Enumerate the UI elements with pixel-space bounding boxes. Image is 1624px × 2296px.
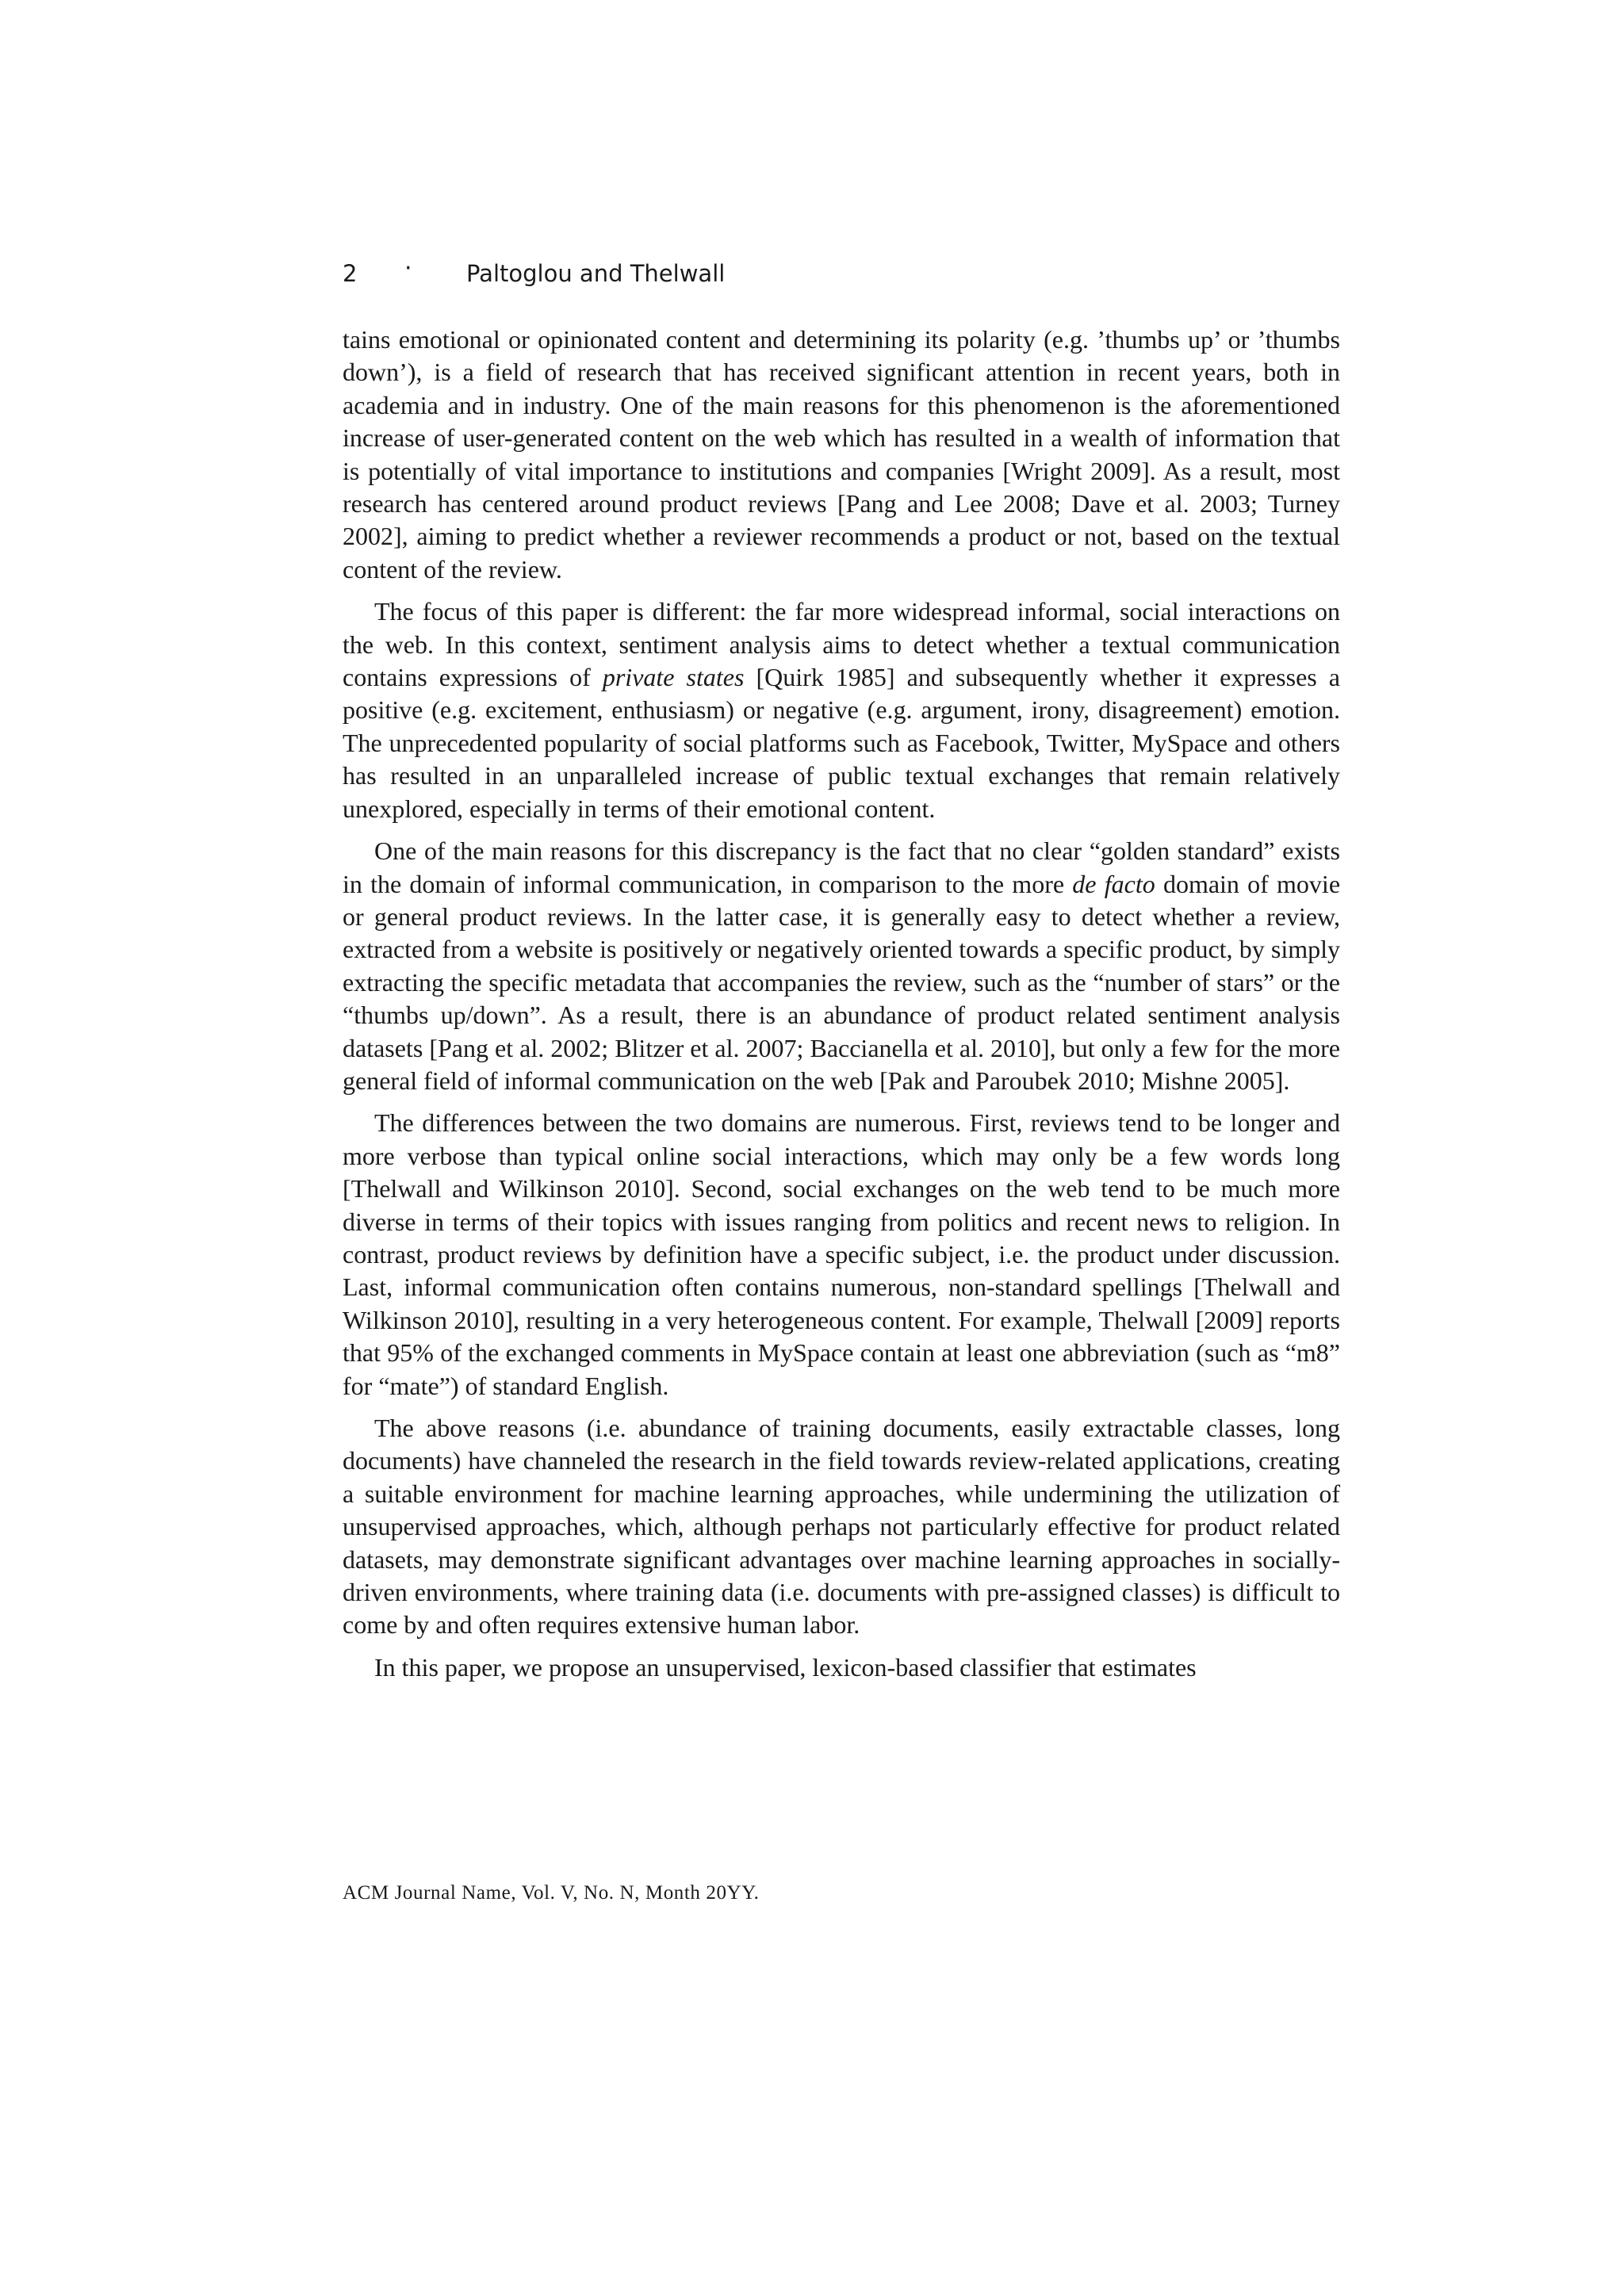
paragraph-3-text-a: One of the main reasons for this discrepancy is the fact that no clear “golden standard” exists in the domain of informal communication, in comparison to the more [343, 836, 1340, 898]
running-head-authors: Paltoglou and Thelwall [466, 260, 726, 287]
paragraph-5-text: The above reasons (i.e. abundance of training documents, easily extractable classes, long documents) have channeled the research in the field towards review-related applications, creating a suitable environment for machine learning approaches, while undermining the utilization of unsupervised approaches, which, although perhaps not particularly effective for product related datasets, may demonstrate significant advantages over machine learning approaches in socially-driven environments, where training data (i.e. documents with pre-assigned classes) is difficult to come by and often requires extensive human labor. [343, 1414, 1340, 1640]
journal-footer: ACM Journal Name, Vol. V, No. N, Month 20YY. [343, 1882, 760, 1904]
paragraph-2-text-b: [Quirk 1985] and subsequently whether it expresses a positive (e.g. excitement, enthusiasm) or negative (e.g. argument, irony, disagreement) emotion. The unprecedented popularity of social platforms such as Facebook, Twitter, MySpace and others has resulted in an unparalleled increase of public textual exchanges that remain relatively unexplored, especially in terms of their emotional content. [343, 663, 1341, 823]
page-number: 2 [343, 260, 358, 287]
paragraph-6 [343, 1651, 1340, 1684]
paragraph-1-text: tains emotional or opinionated content and determining its polarity (e.g. ’thumbs up’ or ’thumbs down’), is a field of research that has received significant attention in recent years, both in academia and in industry. One of the main reasons for this phenomenon is the aforementioned increase of user-generated content on the web which has resulted in a wealth of information that is potentially of vital importance to institutions and companies [Wright 2009]. As a result, most research has centered around product reviews [Pang and Lee 2008; Dave et al. 2003; Turney 2002], aiming to predict whether a reviewer recommends a product or not, based on the textual content of the review. [343, 325, 1340, 584]
paragraph-2-emphasis: private states [602, 663, 745, 692]
paragraph-5 [343, 1412, 1340, 1642]
paragraph-3-text-b: domain of movie or general product reviews. In the latter case, it is generally easy to detect whether a review, extracted from a website is positively or negatively oriented towards a specific product, by simply extracting the specific metadata that accompanies the review, such as the “number of stars” or the “thumbs up/down”. As a result, there is an abundance of product related sentiment analysis datasets [Pang et al. 2002; Blitzer et al. 2007; Baccianella et al. 2010], but only a few for the more general field of informal communication on the web [Pak and Paroubek 2010; Mishne 2005]. [343, 869, 1341, 1095]
running-head [343, 255, 1342, 292]
paragraph-1 [343, 323, 1340, 586]
paragraph-4-text: The differences between the two domains are numerous. First, reviews tend to be longer and more verbose than typical online social interactions, which may only be a few words long [Thelwall and Wilkinson 2010]. Second, social exchanges on the web tend to be much more diverse in terms of their topics with issues ranging from politics and recent news to religion. In contrast, product reviews by definition have a specific subject, i.e. the product under discussion. Last, informal communication often contains numerous, non-standard spellings [Thelwall and Wilkinson 2010], resulting in a very heterogeneous content. For example, Thelwall [2009] reports that 95% of the exchanged comments in MySpace contain at least one abbreviation (such as “m8” for “mate”) of standard English. [343, 1108, 1340, 1400]
body-text [343, 323, 1340, 1693]
paragraph-4 [343, 1107, 1340, 1402]
paragraph-3 [343, 835, 1340, 1097]
paragraph-3-emphasis: de facto [1072, 869, 1155, 898]
paragraph-6-text: In this paper, we propose an unsupervised, lexicon-based classifier that estimates [374, 1652, 1197, 1682]
paragraph-2-text-a: The focus of this paper is different: the far more widespread informal, social interactions on the web. In this context, sentiment analysis aims to detect whether a textual communication contains expressions of [343, 597, 1340, 692]
header-separator: · [404, 254, 412, 282]
paragraph-2 [343, 595, 1340, 825]
